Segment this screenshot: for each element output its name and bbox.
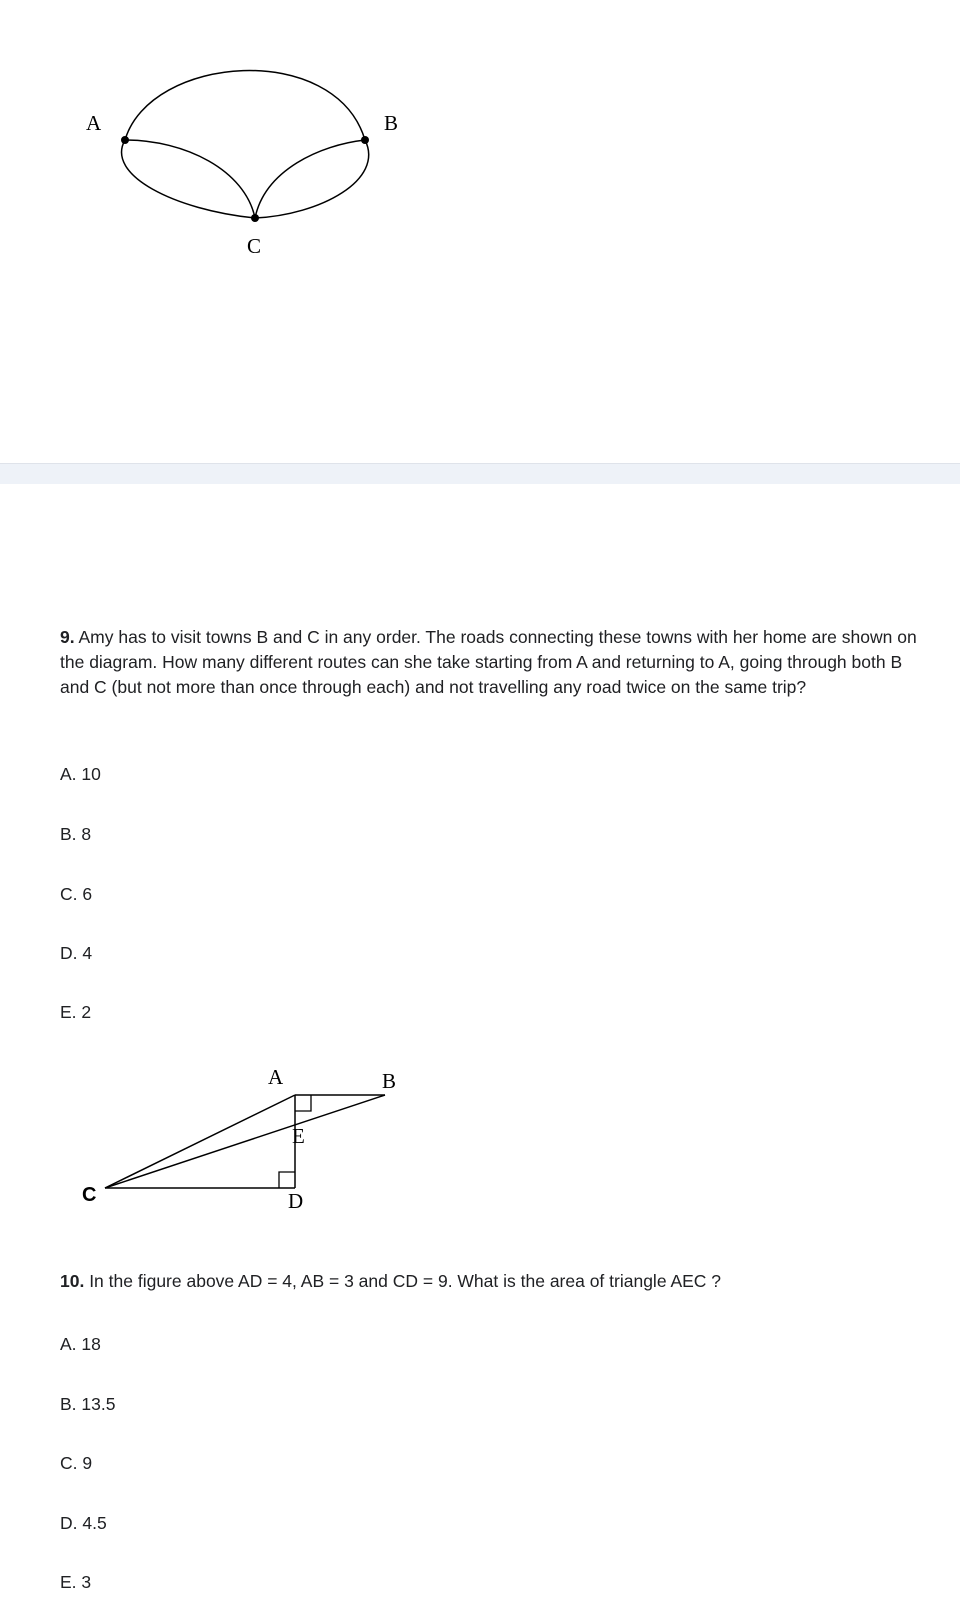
- town-b-label: B: [384, 111, 399, 135]
- page-divider: [0, 463, 960, 484]
- q9-option-e[interactable]: E. 2: [60, 1002, 92, 1022]
- road-a-b-top: [125, 71, 365, 140]
- point-d-label: D: [288, 1189, 304, 1210]
- q9-option-a[interactable]: A. 10: [60, 764, 101, 784]
- triangle-diagram: [70, 1060, 430, 1210]
- q9-option-c[interactable]: C. 6: [60, 884, 93, 904]
- point-e-label: E: [292, 1124, 305, 1148]
- town-b-point: [361, 136, 369, 144]
- q10-option-e[interactable]: E. 3: [60, 1572, 92, 1592]
- point-a-label: A: [268, 1065, 284, 1089]
- q9-option-b[interactable]: B. 8: [60, 824, 92, 844]
- q9-option-d[interactable]: D. 4: [60, 943, 93, 963]
- question-9-number: 9.: [60, 627, 75, 647]
- question-10: [60, 1269, 930, 1294]
- question-10-text: In the figure above AD = 4, AB = 3 and CD = 9. What is the area of triangle AEC ?: [84, 1271, 722, 1291]
- right-angle-mark-d: [279, 1172, 295, 1188]
- segment-c-b: [105, 1095, 385, 1188]
- question-9: [60, 625, 930, 700]
- question-9-text: Amy has to visit towns B and C in any order. The roads connecting these towns with her home are shown on the diagram. How many different routes can she take starting from A and returning to A, going through both B and C (but not more than once through each) and not travelling any road twice on the same trip?: [60, 627, 917, 697]
- point-c-label: C: [82, 1184, 97, 1206]
- road-c-b-inner: [255, 140, 365, 218]
- q10-option-d[interactable]: D. 4.5: [60, 1513, 107, 1533]
- town-c-label: C: [247, 234, 262, 258]
- right-angle-mark-a: [295, 1095, 311, 1111]
- town-a-label: A: [86, 111, 102, 135]
- q10-option-c[interactable]: C. 9: [60, 1453, 93, 1473]
- town-c-point: [251, 214, 259, 222]
- town-a-point: [121, 136, 129, 144]
- segment-c-a: [105, 1095, 295, 1188]
- question-10-number: 10.: [60, 1271, 85, 1291]
- point-b-label: B: [382, 1069, 397, 1093]
- road-c-b-outer: [255, 140, 369, 218]
- q10-option-b[interactable]: B. 13.5: [60, 1394, 116, 1414]
- q10-option-a[interactable]: A. 18: [60, 1334, 101, 1354]
- road-a-c-inner: [125, 140, 255, 218]
- routes-diagram: [0, 0, 960, 290]
